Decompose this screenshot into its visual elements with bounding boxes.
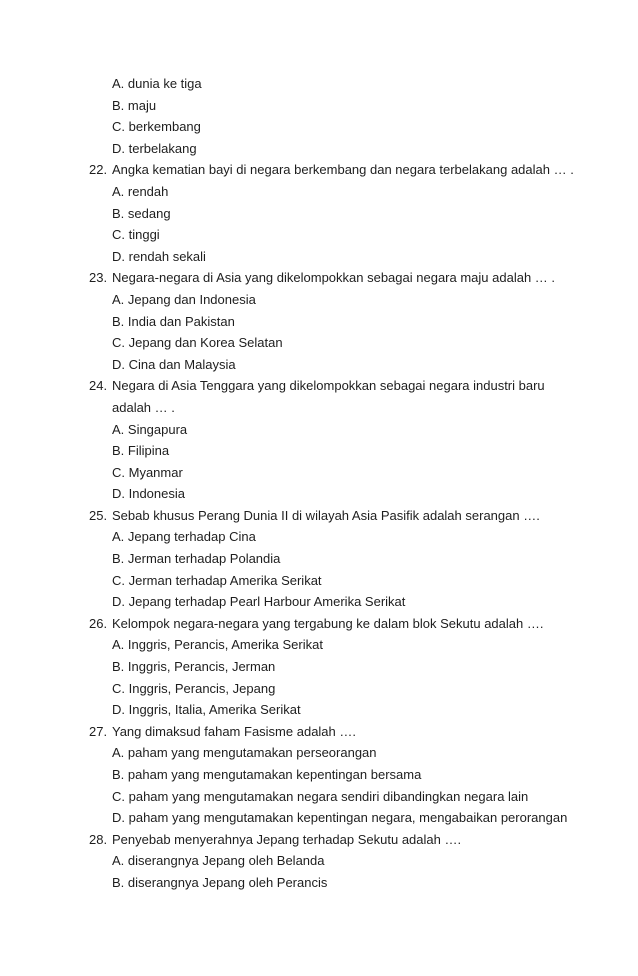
answer-option: A. paham yang mengutamakan perseorangan — [112, 745, 377, 761]
question-text: 26. Kelompok negara-negara yang tergabung ke dalam blok Sekutu adalah …. — [0, 613, 638, 635]
answer-option: D. terbelakang — [112, 140, 197, 156]
answer-option: D. paham yang mengutamakan kepentingan negara, mengabaikan perorangan — [112, 810, 568, 826]
answer-option: C. Inggris, Perancis, Jepang — [112, 680, 276, 696]
question-text: 23. Negara-negara di Asia yang dikelompokkan sebagai negara maju adalah … . — [0, 267, 638, 289]
answer-option: A. Jepang dan Indonesia — [112, 291, 256, 307]
answer-option: B. Filipina — [112, 443, 170, 459]
question-text: 24. Negara di Asia Tenggara yang dikelompokkan sebagai negara industri baru — [0, 375, 638, 397]
question-number: 25. — [89, 507, 108, 523]
answer-option: B. sedang — [112, 205, 171, 221]
answer-option: A. Inggris, Perancis, Amerika Serikat — [112, 637, 323, 653]
answer-option: B. paham yang mengutamakan kepentingan bersama — [112, 767, 422, 782]
question-number: 27. — [89, 723, 108, 739]
document-page — [0, 73, 638, 894]
answer-option: B. diserangnya Jepang oleh Perancis — [112, 874, 328, 890]
answer-option: C. berkembang — [112, 119, 201, 135]
question-text: 28. Penyebab menyerahnya Jepang terhadap Sekutu adalah …. — [0, 829, 638, 851]
question-number: 23. — [89, 270, 108, 286]
answer-option: D. Cina dan Malaysia — [112, 356, 236, 372]
answer-option: A. Jepang terhadap Cina — [112, 529, 256, 545]
answer-option: D. Inggris, Italia, Amerika Serikat — [112, 702, 301, 718]
answer-option: A. Singapura — [112, 421, 188, 437]
answer-option: A. dunia ke tiga — [112, 76, 202, 91]
answer-option: A. diserangnya Jepang oleh Belanda — [112, 853, 325, 869]
answer-option: B. Jerman terhadap Polandia — [112, 551, 281, 567]
question-text-continued: adalah … . — [112, 399, 175, 415]
answer-option: C. Myanmar — [112, 464, 183, 480]
answer-option: B. India dan Pakistan — [112, 313, 235, 329]
question-number: 22. — [89, 162, 108, 178]
answer-option: C. Jepang dan Korea Selatan — [112, 335, 283, 351]
answer-option: D. Jepang terhadap Pearl Harbour Amerika Serikat — [112, 594, 406, 610]
answer-option: B. Inggris, Perancis, Jerman — [112, 659, 276, 675]
answer-option: A. rendah — [112, 183, 169, 199]
question-text: 22. Angka kematian bayi di negara berkembang dan negara terbelakang adalah … . — [0, 159, 638, 181]
answer-option: D. rendah sekali — [112, 248, 206, 264]
question-number: 26. — [89, 615, 108, 631]
answer-option: C. paham yang mengutamakan negara sendiri dibandingkan negara lain — [112, 788, 529, 804]
question-number: 28. — [89, 831, 108, 847]
question-text: 25. Sebab khusus Perang Dunia II di wilayah Asia Pasifik adalah serangan …. — [0, 505, 638, 527]
answer-option: D. Indonesia — [112, 486, 185, 502]
answer-option: C. tinggi — [112, 227, 160, 243]
answer-option: C. Jerman terhadap Amerika Serikat — [112, 572, 322, 588]
question-text: 27. Yang dimaksud faham Fasisme adalah …. — [0, 721, 638, 743]
answer-option: B. maju — [112, 97, 157, 113]
question-number: 24. — [89, 378, 108, 394]
